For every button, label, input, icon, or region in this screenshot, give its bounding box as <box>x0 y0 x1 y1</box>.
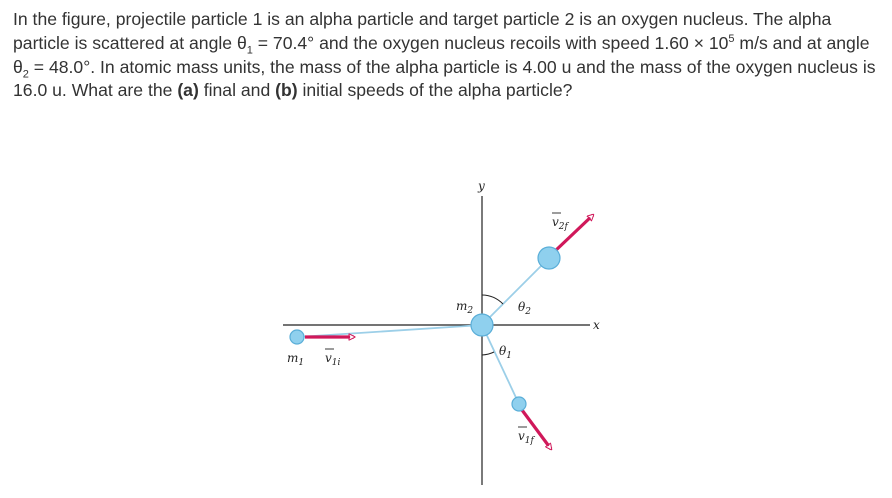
theta1-symbol: θ <box>499 344 507 358</box>
theta1-subscript: 1 <box>246 44 253 57</box>
problem-text-part: = 70.4° and the oxygen nucleus recoils with speed 1.60 × 10 <box>252 32 729 53</box>
v1f-label <box>518 429 536 446</box>
problem-text-part: final and <box>198 80 276 101</box>
theta2-subscript: 2 <box>525 307 531 317</box>
theta2-arc <box>482 295 503 304</box>
v1i-label <box>325 351 341 368</box>
v2f-symbol: v <box>552 215 559 229</box>
oxygen-nucleus-initial <box>471 314 493 336</box>
theta2-label <box>518 300 531 317</box>
problem-text-part: In the figure, projectile particle 1 is an alpha particle and target particle 2 is an oxygen nucleus. The alpha particle is scattered at angle θ <box>13 9 832 53</box>
part-a-label: (a) <box>177 80 199 101</box>
m2-symbol: m <box>456 299 468 313</box>
theta2-subscript: 2 <box>22 68 29 81</box>
x-axis-label: x <box>593 318 600 332</box>
v1i-subscript: 1i <box>331 358 341 368</box>
incoming-path <box>298 325 482 337</box>
v2f-arrow <box>554 215 593 252</box>
m1-subscript: 1 <box>298 358 305 368</box>
problem-text-part: initial speeds of the alpha particle? <box>297 80 573 101</box>
theta1-subscript: 1 <box>506 351 512 361</box>
v1f-symbol: v <box>518 429 525 443</box>
part-b-label: (b) <box>275 80 298 101</box>
v2f-label <box>552 215 570 232</box>
m2-subscript: 2 <box>467 306 474 316</box>
theta2-symbol: θ <box>518 300 526 314</box>
problem-text-part: m/s and at angle θ <box>13 32 870 77</box>
m1-symbol: m <box>287 351 299 365</box>
theta1-arc <box>482 352 494 355</box>
y-axis-label: y <box>478 179 485 193</box>
theta1-label <box>499 344 512 361</box>
alpha-scatter-path <box>482 325 519 404</box>
v1i-symbol: v <box>325 351 332 365</box>
m2-label <box>456 299 473 316</box>
oxygen-nucleus-final <box>538 247 560 269</box>
exponent: 5 <box>728 32 735 45</box>
alpha-particle-final <box>512 397 526 411</box>
oxygen-recoil-path <box>482 257 550 325</box>
v2f-subscript: 2f <box>558 222 568 232</box>
alpha-particle-initial <box>290 330 304 344</box>
m1-label <box>287 351 304 368</box>
v1f-subscript: 1f <box>524 436 534 446</box>
problem-text-part: = 48.0°. In atomic mass units, the mass of the alpha particle is 4.00 u and the mass of the oxygen nucleus is 16.0 u. What are the <box>13 56 876 101</box>
